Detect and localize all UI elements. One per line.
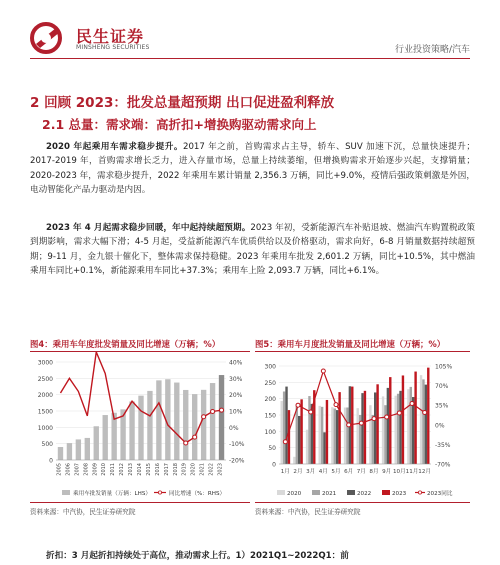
x-tick-label: 2005 [56,463,63,476]
y-right-tick-label: 35% [435,402,449,410]
brand-name: 民生证券 [76,27,145,46]
yoy-point [283,440,287,444]
y-left-tick-label: 100 [264,428,276,436]
x-tick-label: 2021 [199,463,206,476]
y-right-tick-label: 20% [229,392,243,400]
bar [85,438,90,460]
bar-2022 [412,397,414,464]
x-tick-label: 8月 [369,469,379,475]
y-right-tick-label: 0% [229,424,239,432]
bar [219,375,224,460]
x-tick-label: 2019 [181,463,188,476]
bar-2020 [420,375,422,464]
bar-2021 [334,408,336,464]
y-right-tick-label: 105% [435,363,453,371]
legend-label-yoy: 2023同比 [427,491,453,497]
bar-2021 [410,387,412,464]
bar-2020 [344,407,346,464]
bar-2023 [288,410,290,464]
bar-2021 [422,379,424,464]
legend-swatch-sales [62,490,70,495]
bar-2023 [326,400,328,464]
bar [138,396,143,460]
x-tick-label: 1月 [280,469,290,475]
legend-swatch-2023 [382,490,390,495]
legend-swatch-2020 [277,490,285,495]
y-left-tick-label: 250 [264,379,276,387]
paragraph-1-lead: 2020 年起乘用车需求稳步提升。 [46,142,183,152]
figure-5-title: 图5：乘用车月度批发销量及同比增速（万辆；%） [255,339,446,349]
yoy-point [202,415,206,419]
bar-2020 [319,406,321,464]
x-tick-label: 2006 [65,463,72,476]
y-left-tick-label: 0 [49,457,53,465]
logo-mark-icon [30,22,70,54]
y-left-tick-label: 300 [264,363,276,371]
paragraph-2-lead: 2023 年 4 月起需求稳步回暖，年中起持续超预期。 [46,223,251,233]
bar-2021 [346,407,348,464]
bar-2020 [306,430,308,464]
figure-4-source: 资料来源：中汽协，民生证券研究院 [30,508,136,516]
legend-marker-yoy [158,491,161,494]
bar [94,426,99,460]
x-tick-label: 2018 [172,463,179,476]
bar [129,401,134,460]
yoy-point [385,415,389,419]
y-left-tick-label: 200 [264,396,276,404]
bar-2021 [397,394,399,464]
paragraph-2-body: 2023 年初，受新能源汽车补贴退坡、燃油汽车购置税政策到期影响，需求大幅下滑；4-5 月起，受益新能源汽车优质供给以及价格驱动，需求向好，6-8 月销量数据持续超预期；9-11 月，金九银十催化下，整体需求保持稳健。2023 年乘用车批发 2,601.2 万辆，同比+10.5%，其中燃油乘用车同比+0.1%，新能源乘用车同比+37.3%；乘用车上险 2,093.7 万辆，同比+6.1%。 [30,223,476,277]
x-tick-label: 2月 [293,469,303,475]
figure-4 [30,338,250,516]
figure-5-bottom-rule [255,502,470,503]
yoy-point [359,421,363,425]
y-left-tick-label: 150 [264,412,276,420]
x-tick-label: 2017 [163,463,170,476]
yoy-point [423,410,427,414]
legend-label-2021: 2021 [322,491,337,497]
x-tick-label: 2015 [145,463,152,476]
legend-label-sales: 乘用车批发销量（万辆：LHS） [73,491,151,497]
y-right-tick-label: 70% [435,383,449,391]
legend-swatch-2022 [347,490,355,495]
bar-2021 [372,415,374,464]
x-tick-label: 9月 [382,469,392,475]
bar-2023 [389,377,391,464]
subsection-title: 2.1 总量：需求端：高折扣+增换购驱动需求向上 [42,117,317,132]
yoy-point [321,369,325,373]
bar-2020 [395,396,397,464]
x-tick-label: 2022 [208,463,215,476]
x-tick-label: 2016 [154,463,161,476]
paragraph-1 [30,140,475,198]
bar [192,394,197,460]
y-left-tick-label: 1000 [37,424,53,432]
bar-2020 [369,405,371,464]
figure-4-chart [30,352,250,502]
bar-2023 [351,387,353,464]
y-left-tick-label: 50 [268,445,276,453]
x-tick-label: 2011 [110,463,117,476]
x-tick-label: 5月 [331,469,341,475]
bar-2020 [357,408,359,464]
x-tick-label: 6月 [344,469,354,475]
header-divider [30,58,470,59]
bar-2021 [321,407,323,464]
figure-5-source: 资料来源：中汽协，民生证券研究院 [255,508,361,516]
x-tick-label: 2014 [137,463,143,476]
y-left-tick-label: 3000 [37,359,53,367]
bar [210,383,215,460]
bar-2021 [308,396,310,464]
bar [147,391,152,460]
bar [58,447,63,460]
paragraph-1-body: 2017 年之前，首购需求占主导，轿车、SUV 加速下沉，总量快速提升；2017-2019 年，首购需求增长乏力，进入存量市场，总量上持续萎缩，但增换购需求开始逐步兴起，支撑销量；2020-2023 年，需求稳步提升，2022 年乘用车累计销量 2,356.3 万辆，同比+9.0%，疫情后强政策刺激是外因，电动智能化产品力驱动是内因。 [30,142,475,196]
y-right-tick-label: 30% [229,375,243,383]
bar-2023 [364,391,366,464]
bar-2020 [331,407,333,464]
bar-2022 [361,393,363,464]
bar-2022 [399,391,401,464]
x-tick-label: 7月 [356,469,366,475]
paragraph-2 [30,221,475,279]
bar-2023 [376,384,378,464]
yoy-point [296,403,300,407]
x-tick-label: 2009 [92,463,99,476]
figure-4-title: 图4：乘用车年度批发销量及同比增速（万辆；%） [30,339,221,349]
y-left-tick-label: 0 [272,461,276,469]
y-left-tick-label: 2000 [37,392,53,400]
legend-label-2023: 2023 [392,491,407,497]
footer-paragraph [30,549,475,561]
bar-2022 [425,385,427,464]
bar-2021 [283,391,285,464]
yoy-point [220,408,224,412]
figure-5-chart [255,352,470,502]
yoy-point [347,423,351,427]
x-tick-label: 10月 [392,469,406,475]
yoy-point [193,435,197,439]
bar-2023 [300,399,302,464]
bar [103,415,108,460]
bar-2022 [285,387,287,464]
figure-4-bottom-rule [30,502,250,503]
bar [76,439,81,460]
bar [156,380,161,460]
report-category: 行业投资策略/汽车 [394,45,470,55]
x-tick-label: 2008 [83,463,90,476]
bar-2021 [384,405,386,464]
y-right-tick-label: -10% [229,441,245,449]
page-header [0,0,500,66]
legend-swatch-2021 [312,490,320,495]
bar-2022 [323,432,325,464]
y-left-tick-label: 2500 [37,375,53,383]
bar-2022 [298,416,300,464]
y-right-tick-label: -20% [229,457,245,465]
brand-name-en: MINSHENG SECURITIES [76,44,150,51]
yoy-point [410,402,414,406]
bar-2021 [296,406,298,464]
bar [201,390,206,460]
bar-2023 [427,368,429,464]
bar-2022 [336,410,338,464]
bar [183,390,188,460]
bar-2022 [387,388,389,464]
x-tick-label: 3月 [306,469,316,475]
yoy-point [184,441,188,445]
legend-marker-yoy [418,491,421,494]
y-right-tick-label: 0% [435,422,445,430]
bar [174,383,179,460]
legend-label-2022: 2022 [357,491,372,497]
x-tick-label: 11月 [405,469,419,475]
x-tick-label: 4月 [318,469,328,475]
y-right-tick-label: 40% [229,359,243,367]
x-tick-label: 2010 [101,463,108,476]
bar-2023 [338,392,340,464]
footer-text: 折扣：3 月起折扣持续处于高位，推动需求上行。1）2021Q1~2022Q1：前 [46,551,349,561]
x-tick-label: 2007 [74,463,81,476]
x-tick-label: 2012 [119,463,126,476]
legend-label-2020: 2020 [287,491,302,497]
y-right-tick-label: -35% [435,441,451,449]
x-tick-label: 2013 [128,463,135,476]
bar-2020 [382,396,384,464]
bar-2020 [281,401,283,464]
yoy-point [211,409,215,413]
bar-2020 [293,457,295,464]
yoy-point [309,410,313,414]
y-right-tick-label: -70% [435,461,451,469]
bar-2023 [414,372,416,464]
brand-logo [30,22,182,56]
x-tick-label: 2020 [190,463,197,476]
bar-2020 [407,389,409,464]
figure-5 [255,338,470,516]
yoy-point [397,411,401,415]
y-right-tick-label: 10% [229,408,243,416]
bar-2023 [402,375,404,464]
bar-2022 [374,392,376,464]
x-tick-label: 12月 [418,469,432,475]
yoy-point [334,403,338,407]
legend-label-yoy: 同比增速（%：RHS） [169,491,226,497]
yoy-point [372,417,376,421]
bar [67,443,72,460]
section-title: 2 回顾 2023：批发总量超预期 出口促进盈利释放 [30,95,335,111]
y-left-tick-label: 1500 [37,408,53,416]
x-tick-label: 2023 [217,463,224,476]
y-left-tick-label: 500 [41,441,53,449]
